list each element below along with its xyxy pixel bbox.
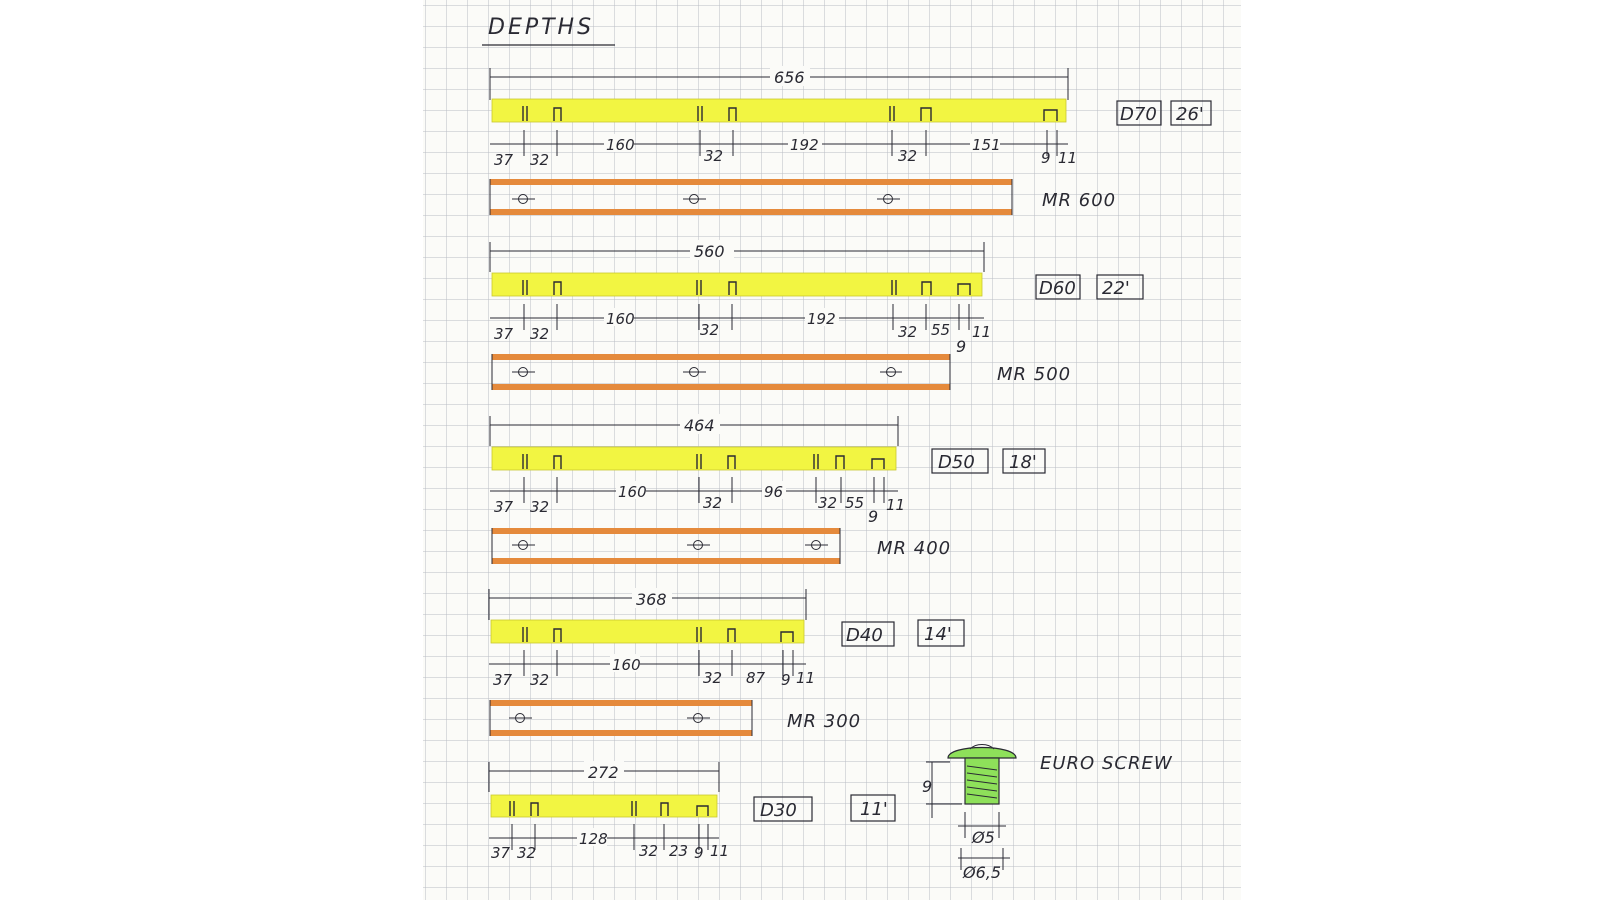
total-length: 272: [588, 763, 619, 782]
dim-55: 55: [931, 321, 951, 339]
dim-32: 32: [530, 325, 550, 343]
dim-160: 160: [618, 483, 647, 501]
dim-192: 192: [807, 310, 836, 328]
inch-size: 22': [1102, 278, 1130, 299]
screw-inner-diameter: Ø5: [972, 828, 995, 847]
dim-32: 32: [530, 498, 550, 516]
dim-37: 37: [494, 498, 514, 516]
depth-code: D60: [1039, 278, 1076, 299]
total-length: 560: [694, 242, 725, 261]
dim-9: 9: [956, 337, 967, 356]
dim-32: 32: [703, 494, 723, 512]
total-length: 464: [684, 416, 715, 435]
dim-160: 160: [606, 136, 635, 154]
runner-label: MR 400: [877, 538, 952, 559]
dim-160: 160: [612, 656, 641, 674]
dim-32: 32: [700, 321, 720, 339]
dim-32: 32: [530, 671, 550, 689]
depth-code: D40: [846, 625, 883, 646]
dim-96: 96: [764, 483, 784, 501]
slide-rail: [492, 273, 982, 296]
dim-128: 128: [579, 830, 608, 848]
dim-32: 32: [898, 147, 918, 165]
depth-code: D30: [760, 800, 797, 821]
dim-9: 9: [1041, 149, 1051, 167]
inch-size: 14': [924, 624, 952, 645]
dim-37: 37: [494, 325, 514, 343]
depth-code: D70: [1120, 104, 1157, 125]
dim-11: 11: [1058, 149, 1078, 167]
inch-size: 26': [1176, 104, 1204, 125]
dim-11: 11: [972, 323, 992, 341]
dim-32: 32: [639, 842, 659, 860]
total-length: 368: [636, 590, 667, 609]
dim-9: 9: [694, 844, 704, 862]
dim-37: 37: [491, 844, 511, 862]
dim-11: 11: [796, 669, 816, 687]
slide-rail: [491, 795, 717, 817]
runner-label: MR 300: [787, 711, 862, 732]
runner-label: MR 500: [997, 364, 1072, 385]
dim-32: 32: [898, 323, 918, 341]
slide-rail: [492, 99, 1066, 122]
screw-outer-diameter: Ø6,5: [963, 863, 1002, 882]
total-length: 656: [774, 68, 805, 87]
dim-160: 160: [606, 310, 635, 328]
dim-192: 192: [790, 136, 819, 154]
dim-37: 37: [493, 671, 513, 689]
inch-size: 18': [1009, 452, 1037, 473]
dim-9: 9: [781, 671, 791, 689]
runner-label: MR 600: [1042, 190, 1117, 211]
screw-head-dim: 9: [922, 777, 933, 796]
dim-9: 9: [868, 507, 879, 526]
depth-code: D50: [938, 452, 975, 473]
dim-32: 32: [517, 844, 537, 862]
dim-32: 32: [818, 494, 838, 512]
dim-23: 23: [669, 842, 689, 860]
screw-label: EURO SCREW: [1040, 753, 1173, 774]
dim-11: 11: [710, 842, 730, 860]
dim-32: 32: [704, 147, 724, 165]
dim-151: 151: [972, 136, 1001, 154]
dim-37: 37: [494, 151, 514, 169]
page-title: DEPTHS: [488, 15, 595, 40]
dim-55: 55: [845, 494, 865, 512]
dim-32: 32: [530, 151, 550, 169]
dim-11: 11: [886, 496, 906, 514]
dim-32: 32: [703, 669, 723, 687]
dim-87: 87: [746, 669, 766, 687]
slide-rail: [491, 620, 804, 643]
inch-size: 11': [860, 799, 888, 820]
